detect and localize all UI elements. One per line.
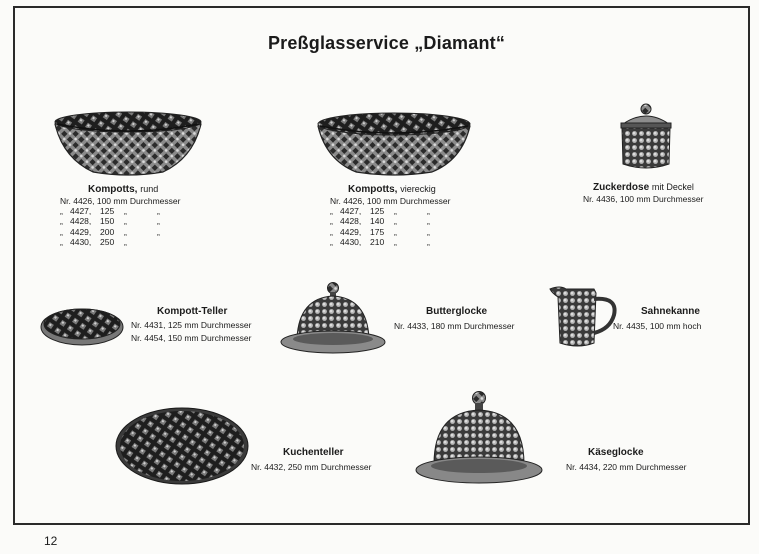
- kompotts-viereckig-row: [330, 237, 450, 247]
- kompotts-viereckig-row-cell: 125: [370, 206, 385, 217]
- page-number: 12: [44, 534, 58, 548]
- kompotts-viereckig-row: [330, 227, 450, 237]
- kompotts-viereckig-rows: [330, 206, 450, 247]
- kompott-teller-line-2: Nr. 4454, 150 mm Durchmesser: [131, 333, 252, 344]
- zuckerdose-suffix: mit Deckel: [651, 182, 694, 192]
- kuchenteller-line: Nr. 4432, 250 mm Durchmesser: [251, 462, 372, 472]
- kompotts-rund-row-cell: „: [157, 216, 160, 227]
- square-compote-bowl-image: [316, 108, 472, 176]
- kompotts-rund-row-cell: 4430,: [70, 236, 92, 247]
- butterglocke-name: Butterglocke: [426, 306, 488, 317]
- kompotts-viereckig-row: [330, 206, 450, 216]
- kompotts-viereckig-row-cell: „: [427, 226, 430, 237]
- kompotts-viereckig-row-cell: 4430,: [340, 236, 362, 247]
- kompotts-viereckig-first-line: Nr. 4426, 100 mm Durchmesser: [330, 196, 451, 206]
- kompotts-rund-row-cell: „: [124, 216, 127, 227]
- kompotts-viereckig-row-cell: 4428,: [340, 216, 362, 227]
- kompotts-rund-text: [60, 183, 180, 247]
- cake-plate-image: [115, 406, 249, 486]
- kuchenteller-name: Kuchenteller: [283, 447, 344, 458]
- kompotts-rund-rows: [60, 206, 180, 247]
- kompotts-viereckig-text: [330, 183, 450, 247]
- kompotts-rund-row-cell: 4429,: [70, 226, 92, 237]
- kompotts-rund-row: [60, 216, 180, 226]
- kompotts-viereckig-row: [330, 216, 450, 226]
- kompotts-rund-row-cell: „: [124, 226, 127, 237]
- butterglocke-line: Nr. 4433, 180 mm Durchmesser: [394, 321, 515, 331]
- kompotts-rund-row-cell: „: [157, 206, 160, 217]
- kompotts-rund-row-cell: „: [60, 236, 63, 247]
- kompotts-viereckig-row-cell: 175: [370, 226, 385, 237]
- kompotts-rund-row-cell: 125: [100, 206, 115, 217]
- kompotts-rund-row-cell: 200: [100, 226, 115, 237]
- kompotts-viereckig-row-cell: „: [330, 206, 333, 217]
- kompotts-rund-row: [60, 206, 180, 216]
- zuckerdose-name: Zuckerdose: [593, 182, 650, 193]
- kuchenteller-text: [251, 446, 371, 472]
- kompotts-viereckig-row-cell: 4427,: [340, 206, 362, 217]
- kompotts-rund-row-cell: „: [124, 206, 127, 217]
- kompotts-viereckig-row-cell: 140: [370, 216, 385, 227]
- kompotts-rund-row: [60, 237, 180, 247]
- kompotts-rund-row-cell: „: [124, 236, 127, 247]
- sahnekanne-text: [613, 305, 701, 331]
- kompotts-viereckig-row-cell: „: [394, 216, 397, 227]
- kaeseglocke-line: Nr. 4434, 220 mm Durchmesser: [566, 462, 687, 472]
- kompotts-rund-row-cell: „: [60, 226, 63, 237]
- kompotts-rund-row: [60, 227, 180, 237]
- kompotts-rund-row-cell: 250: [100, 236, 115, 247]
- kompotts-viereckig-row-cell: „: [330, 226, 333, 237]
- kompotts-viereckig-row-cell: „: [330, 216, 333, 227]
- sahnekanne-line: Nr. 4435, 100 mm hoch: [613, 321, 702, 331]
- kompott-teller-name: Kompott-Teller: [157, 306, 228, 317]
- kompotts-rund-row-cell: 4428,: [70, 216, 92, 227]
- kompotts-viereckig-row-cell: „: [427, 206, 430, 217]
- kompotts-viereckig-row-cell: „: [394, 206, 397, 217]
- butterglocke-text: [394, 305, 514, 331]
- kompott-teller-line-1: Nr. 4431, 125 mm Durchmesser: [131, 320, 252, 330]
- kaeseglocke-text: [566, 446, 686, 472]
- kompotts-rund-suffix: rund: [140, 184, 159, 194]
- zuckerdose-line: Nr. 4436, 100 mm Durchmesser: [583, 194, 704, 204]
- kompotts-viereckig-suffix: viereckig: [400, 184, 436, 194]
- zuckerdose-text: [583, 181, 703, 204]
- page-title: Preßglasservice „Diamant“: [267, 33, 506, 53]
- kompotts-viereckig-row-cell: „: [394, 236, 397, 247]
- kompotts-rund-name: Kompotts,: [88, 184, 138, 195]
- kompotts-rund-row-cell: „: [60, 206, 63, 217]
- kompotts-viereckig-name: Kompotts,: [348, 184, 398, 195]
- round-compote-bowl-image: [53, 108, 203, 176]
- sugar-bowl-image: [617, 102, 675, 174]
- sahnekanne-name: Sahnekanne: [641, 306, 700, 317]
- kompotts-rund-row-cell: 4427,: [70, 206, 92, 217]
- kaeseglocke-name: Käseglocke: [588, 447, 644, 458]
- kompotts-viereckig-row-cell: „: [427, 236, 430, 247]
- cheese-dome-image: [414, 390, 544, 488]
- butter-dish-image: [279, 280, 387, 358]
- kompotts-viereckig-row-cell: „: [394, 226, 397, 237]
- kompotts-viereckig-row-cell: 4429,: [340, 226, 362, 237]
- kompotts-rund-first-line: Nr. 4426, 100 mm Durchmesser: [60, 196, 181, 206]
- kompotts-viereckig-row-cell: „: [330, 236, 333, 247]
- kompotts-rund-row-cell: „: [60, 216, 63, 227]
- kompotts-viereckig-row-cell: „: [427, 216, 430, 227]
- cream-jug-image: [548, 283, 620, 351]
- kompott-teller-text: [131, 305, 251, 343]
- compote-plate-image: [40, 303, 124, 347]
- kompotts-rund-row-cell: „: [157, 226, 160, 237]
- kompotts-rund-row-cell: 150: [100, 216, 115, 227]
- kompotts-viereckig-row-cell: 210: [370, 236, 385, 247]
